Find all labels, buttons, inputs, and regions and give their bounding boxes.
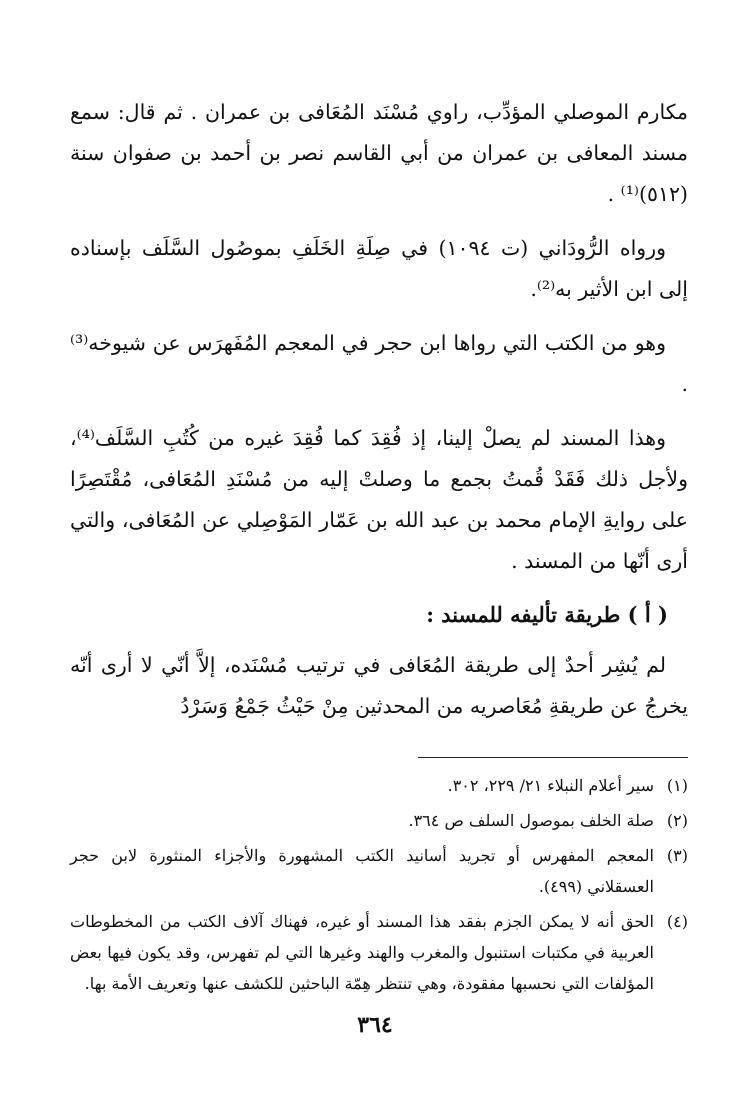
footnote-item bbox=[70, 805, 688, 836]
page-body bbox=[70, 92, 688, 1003]
page-number: ٣٦٤ bbox=[357, 1012, 393, 1038]
footnote-number: (١) bbox=[666, 776, 688, 795]
paragraph-1: مكارم الموصلي المؤدِّب، راوي مُسْنَد المُعَافى بن عمران . ثم قال: سمع مسند المعافى بن عمران من أبي القاسم نصر بن أحمد بن صفوان سنة (٥١٢)⁽¹⁾ . bbox=[70, 100, 688, 206]
section-heading: ( أ ) طريقة تأليفه للمسند : bbox=[426, 602, 668, 627]
footnote-text: صلة الخلف بموصول السلف ص ٣٦٤. bbox=[408, 811, 654, 830]
paragraph-3: وهو من الكتب التي رواها ابن حجر في المعجم المُفَهرَس عن شيوخه⁽³⁾ . bbox=[70, 331, 688, 396]
paragraph-5: لم يُشِر أحدٌ إلى طريقة المُعَافى في ترتيب مُسْنَده، إلاَّ أنّي لا أرى أنّه يخرجُ عن طريقةِ مُعَاصريه من المحدثين مِنْ حَيْثُ جَمْعُ وَسَرْدُ bbox=[70, 653, 688, 718]
footnote-number: (٣) bbox=[666, 846, 688, 865]
footnote-divider bbox=[418, 757, 688, 758]
footnote-text: المعجم المفهرس أو تجريد أسانيد الكتب المشهورة والأجزاء المنثورة لابن حجر العسقلاني (٤٩٩). bbox=[70, 846, 654, 896]
paragraph-4: وهذا المسند لم يصلْ إلينا، إذ فُقِدَ كما فُقِدَ غيره من كُتُبِ السَّلَف⁽⁴⁾، ولأجل ذلك فَقَدْ قُمتُ بجمع ما وصلتْ إليه من مُسْنَدِ المُعَافى، مُقْتَصِرًا على روايةِ الإمام محمد بن عبد الله بن عَمّار المَوْصِلي عن المُعَافى، والتي أرى أنّها من المسند . bbox=[70, 426, 688, 573]
footnote-item bbox=[70, 840, 688, 902]
footnote-item bbox=[70, 770, 688, 801]
footnotes bbox=[70, 770, 688, 999]
footnote-text: الحق أنه لا يمكن الجزم بفقد هذا المسند أو غيره، فهناك آلاف الكتب من المخطوطات العربية في مكتبات استنبول والمغرب والهند وغيرها التي لم تفهرس، وقد يكون فيها بعض المؤلفات التي نحسبها مفقودة، وهي تنتظر هِمّة الباحثين للكشف عنها وتعريف الأمة بها. bbox=[70, 912, 654, 993]
footnote-item bbox=[70, 906, 688, 999]
footnote-text: سير أعلام النبلاء ٢١/ ٢٢٩، ٣٠٢. bbox=[447, 776, 654, 795]
paragraph-2: ورواه الرُّودَاني (ت ١٠٩٤) في صِلَةِ الخَلَفِ بموصُول السَّلَف بإسناده إلى ابن الأثير به⁽²⁾. bbox=[70, 236, 688, 301]
footnote-number: (٢) bbox=[666, 811, 688, 830]
footnote-number: (٤) bbox=[666, 912, 688, 931]
